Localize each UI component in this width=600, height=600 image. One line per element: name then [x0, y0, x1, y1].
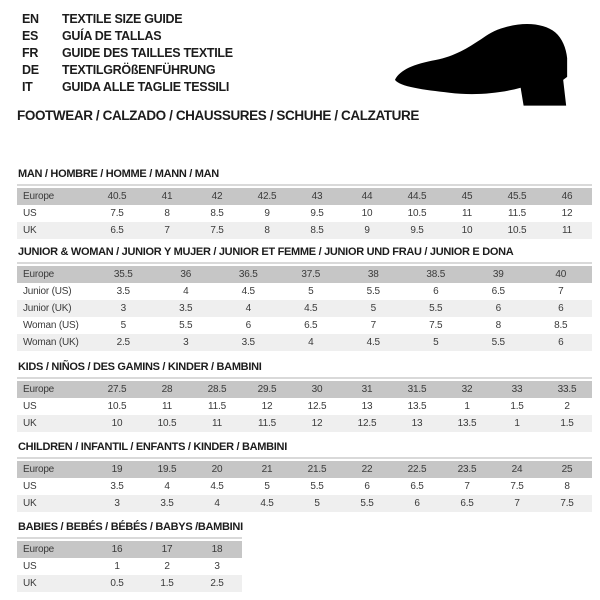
size-cell: 1: [514, 418, 520, 429]
size-cell: 12: [311, 418, 323, 429]
size-cell: 6: [433, 286, 439, 297]
section-title-kids: KIDS / NIÑOS / DES GAMINS / KINDER / BAMBINI: [18, 361, 262, 373]
size-cell: 8.5: [310, 225, 324, 236]
size-cell: 6: [414, 498, 420, 509]
row-label: US: [23, 401, 37, 412]
size-cell: 6.5: [460, 498, 474, 509]
size-cell: 44: [361, 191, 373, 202]
size-cell: 3.5: [110, 481, 124, 492]
table-row: [17, 398, 592, 415]
size-cell: 13: [361, 401, 373, 412]
language-row: [22, 61, 233, 78]
size-cell: 4: [214, 498, 220, 509]
size-cell: 10.5: [107, 401, 127, 412]
section-babies: [17, 521, 600, 592]
size-cell: 4.5: [366, 337, 380, 348]
table-row: [17, 266, 592, 283]
size-cell: 2: [164, 561, 170, 572]
size-cell: 10: [461, 225, 473, 236]
size-table-man: [17, 188, 592, 239]
size-cell: 6: [495, 303, 501, 314]
row-label: Woman (US): [23, 320, 79, 331]
size-cell: 33: [511, 384, 523, 395]
section-title-man: MAN / HOMBRE / HOMME / MANN / MAN: [18, 168, 219, 180]
size-cell: 7: [164, 225, 170, 236]
size-cell: 21: [261, 464, 273, 475]
size-cell: 5.5: [360, 498, 374, 509]
size-cell: 7.5: [210, 225, 224, 236]
size-cell: 36.5: [238, 269, 258, 280]
size-cell: 7: [464, 481, 470, 492]
row-label: Junior (US): [23, 286, 72, 297]
size-cell: 11: [162, 401, 172, 412]
language-row: [22, 44, 233, 61]
size-cell: 11.5: [258, 418, 276, 429]
section-children: [17, 441, 600, 512]
size-cell: 37.5: [301, 269, 321, 280]
size-cell: 45.5: [507, 191, 527, 202]
size-cell: 9.5: [310, 208, 324, 219]
size-cell: 23.5: [457, 464, 477, 475]
language-row: [22, 27, 233, 44]
size-cell: 33.5: [557, 384, 577, 395]
size-cell: 5: [433, 337, 439, 348]
language-code: DE: [22, 62, 39, 77]
size-cell: 2.5: [116, 337, 130, 348]
size-cell: 4.5: [260, 498, 274, 509]
size-cell: 5: [120, 320, 126, 331]
section-title-children: CHILDREN / INFANTIL / ENFANTS / KINDER / BAMBINI: [18, 441, 287, 453]
size-cell: 9: [364, 225, 370, 236]
size-cell: 6: [558, 303, 564, 314]
language-code: ES: [22, 28, 39, 43]
size-cell: 7: [370, 320, 376, 331]
size-cell: 8: [564, 481, 570, 492]
size-cell: 3: [214, 561, 220, 572]
size-cell: 8: [164, 208, 170, 219]
size-cell: 19: [111, 464, 123, 475]
language-code: EN: [22, 11, 39, 26]
row-label: UK: [23, 225, 37, 236]
size-cell: 6: [558, 337, 564, 348]
size-cell: 11: [462, 208, 472, 219]
language-label: GUIDA ALLE TAGLIE TESSILI: [62, 79, 230, 94]
size-cell: 10.5: [507, 225, 527, 236]
size-cell: 7: [558, 286, 564, 297]
size-cell: 11: [562, 225, 572, 236]
size-cell: 3: [120, 303, 126, 314]
size-cell: 3: [114, 498, 120, 509]
size-cell: 6.5: [110, 225, 124, 236]
size-cell: 31: [361, 384, 373, 395]
size-cell: 27.5: [107, 384, 127, 395]
size-cell: 4: [164, 481, 170, 492]
size-cell: 5: [308, 286, 314, 297]
size-cell: 7.5: [429, 320, 443, 331]
size-cell: 31.5: [407, 384, 427, 395]
divider: [17, 457, 592, 459]
row-label: US: [23, 561, 37, 572]
divider: [17, 184, 592, 186]
size-cell: 6: [245, 320, 251, 331]
language-label: GUIDE DES TAILLES TEXTILE: [62, 45, 233, 60]
language-code: FR: [22, 45, 39, 60]
size-cell: 12: [561, 208, 573, 219]
size-cell: 3.5: [116, 286, 130, 297]
size-cell: 2.5: [210, 578, 224, 589]
size-cell: 8.5: [210, 208, 224, 219]
size-cell: 42.5: [257, 191, 277, 202]
size-cell: 6: [364, 481, 370, 492]
size-cell: 46: [561, 191, 573, 202]
size-cell: 1.5: [560, 418, 574, 429]
size-cell: 12.5: [307, 401, 327, 412]
section-junior-woman: [17, 246, 600, 351]
size-cell: 16: [111, 544, 123, 555]
size-cell: 28: [161, 384, 173, 395]
size-cell: 4.5: [304, 303, 318, 314]
size-cell: 11.5: [208, 401, 226, 412]
language-label: TEXTILGRÖßENFÜHRUNG: [62, 62, 216, 77]
table-row: [17, 575, 242, 592]
table-row: [17, 558, 242, 575]
size-cell: 8: [495, 320, 501, 331]
size-cell: 43: [311, 191, 323, 202]
size-cell: 18: [211, 544, 223, 555]
language-code: IT: [22, 79, 33, 94]
size-cell: 39: [492, 269, 504, 280]
size-cell: 38: [367, 269, 379, 280]
size-cell: 13.5: [407, 401, 427, 412]
size-cell: 40: [555, 269, 567, 280]
size-cell: 28.5: [207, 384, 227, 395]
row-label: Woman (UK): [23, 337, 79, 348]
size-cell: 5.5: [179, 320, 193, 331]
size-cell: 10: [111, 418, 123, 429]
size-cell: 36: [180, 269, 192, 280]
size-cell: 24: [511, 464, 523, 475]
size-cell: 4: [245, 303, 251, 314]
size-table-junior-woman: [17, 266, 592, 351]
size-cell: 3: [183, 337, 189, 348]
size-cell: 13.5: [457, 418, 477, 429]
size-cell: 4.5: [241, 286, 255, 297]
size-cell: 3.5: [160, 498, 174, 509]
size-cell: 0.5: [110, 578, 124, 589]
table-row: [17, 205, 592, 222]
size-cell: 6.5: [410, 481, 424, 492]
table-row: [17, 300, 592, 317]
size-cell: 4: [308, 337, 314, 348]
size-cell: 30: [311, 384, 323, 395]
table-row: [17, 495, 592, 512]
size-cell: 42: [211, 191, 223, 202]
size-cell: 8.5: [554, 320, 568, 331]
size-cell: 38.5: [426, 269, 446, 280]
size-cell: 1.5: [510, 401, 524, 412]
language-label: TEXTILE SIZE GUIDE: [62, 11, 183, 26]
size-cell: 41: [161, 191, 173, 202]
dress-shoe-icon: [392, 20, 580, 110]
size-cell: 45: [461, 191, 473, 202]
divider: [17, 377, 592, 379]
size-cell: 5.5: [491, 337, 505, 348]
size-cell: 8: [264, 225, 270, 236]
size-cell: 11: [212, 418, 222, 429]
row-label: Europe: [23, 544, 55, 555]
row-label: US: [23, 481, 37, 492]
row-label: Europe: [23, 191, 55, 202]
language-title-list: [22, 10, 233, 95]
section-title-babies: BABIES / BEBÉS / BÉBÉS / BABYS /BAMBINI: [18, 521, 243, 533]
size-cell: 5.5: [310, 481, 324, 492]
language-row: [22, 78, 233, 95]
category-heading: FOOTWEAR / CALZADO / CHAUSSURES / SCHUHE / CALZATURE: [17, 108, 419, 123]
size-cell: 32: [461, 384, 473, 395]
size-cell: 44.5: [407, 191, 427, 202]
size-cell: 19.5: [157, 464, 177, 475]
size-cell: 4: [183, 286, 189, 297]
size-cell: 10: [361, 208, 373, 219]
size-cell: 9.5: [410, 225, 424, 236]
row-label: UK: [23, 418, 37, 429]
size-cell: 20: [211, 464, 223, 475]
size-cell: 13: [411, 418, 423, 429]
size-cell: 22.5: [407, 464, 427, 475]
row-label: US: [23, 208, 37, 219]
table-row: [17, 478, 592, 495]
table-row: [17, 334, 592, 351]
row-label: Europe: [23, 269, 55, 280]
row-label: Europe: [23, 384, 55, 395]
size-cell: 21.5: [307, 464, 327, 475]
table-row: [17, 188, 592, 205]
section-kids: [17, 361, 600, 432]
table-row: [17, 317, 592, 334]
size-cell: 5: [314, 498, 320, 509]
divider: [17, 262, 592, 264]
size-cell: 7.5: [110, 208, 124, 219]
size-cell: 7: [514, 498, 520, 509]
size-cell: 5: [264, 481, 270, 492]
size-cell: 29.5: [257, 384, 277, 395]
size-cell: 3.5: [179, 303, 193, 314]
size-cell: 6.5: [304, 320, 318, 331]
row-label: UK: [23, 578, 37, 589]
size-cell: 4.5: [210, 481, 224, 492]
size-cell: 17: [161, 544, 173, 555]
section-man: [17, 168, 600, 239]
language-row: [22, 10, 233, 27]
size-cell: 7.5: [560, 498, 574, 509]
size-cell: 12: [261, 401, 273, 412]
size-cell: 2: [564, 401, 570, 412]
size-cell: 12.5: [357, 418, 377, 429]
size-cell: 5: [370, 303, 376, 314]
size-cell: 10.5: [407, 208, 427, 219]
size-cell: 9: [264, 208, 270, 219]
size-table-kids: [17, 381, 592, 432]
row-label: UK: [23, 498, 37, 509]
row-label: Europe: [23, 464, 55, 475]
size-cell: 1: [114, 561, 120, 572]
table-row: [17, 541, 242, 558]
size-cell: 1.5: [160, 578, 174, 589]
table-row: [17, 381, 592, 398]
size-cell: 5.5: [366, 286, 380, 297]
size-cell: 22: [361, 464, 373, 475]
table-row: [17, 222, 592, 239]
size-cell: 5.5: [429, 303, 443, 314]
table-row: [17, 461, 592, 478]
divider: [17, 537, 242, 539]
size-cell: 40.5: [107, 191, 127, 202]
size-table-children: [17, 461, 592, 512]
language-label: GUÍA DE TALLAS: [62, 28, 162, 43]
section-title-junior-woman: JUNIOR & WOMAN / JUNIOR Y MUJER / JUNIOR ET FEMME / JUNIOR UND FRAU / JUNIOR E DONA: [18, 246, 514, 258]
size-cell: 1: [464, 401, 470, 412]
size-cell: 3.5: [241, 337, 255, 348]
size-cell: 25: [561, 464, 573, 475]
size-cell: 6.5: [491, 286, 505, 297]
table-row: [17, 415, 592, 432]
size-table-babies: [17, 541, 242, 592]
size-cell: 11.5: [508, 208, 526, 219]
size-cell: 35.5: [113, 269, 133, 280]
size-cell: 7.5: [510, 481, 524, 492]
row-label: Junior (UK): [23, 303, 72, 314]
table-row: [17, 283, 592, 300]
size-cell: 10.5: [157, 418, 177, 429]
